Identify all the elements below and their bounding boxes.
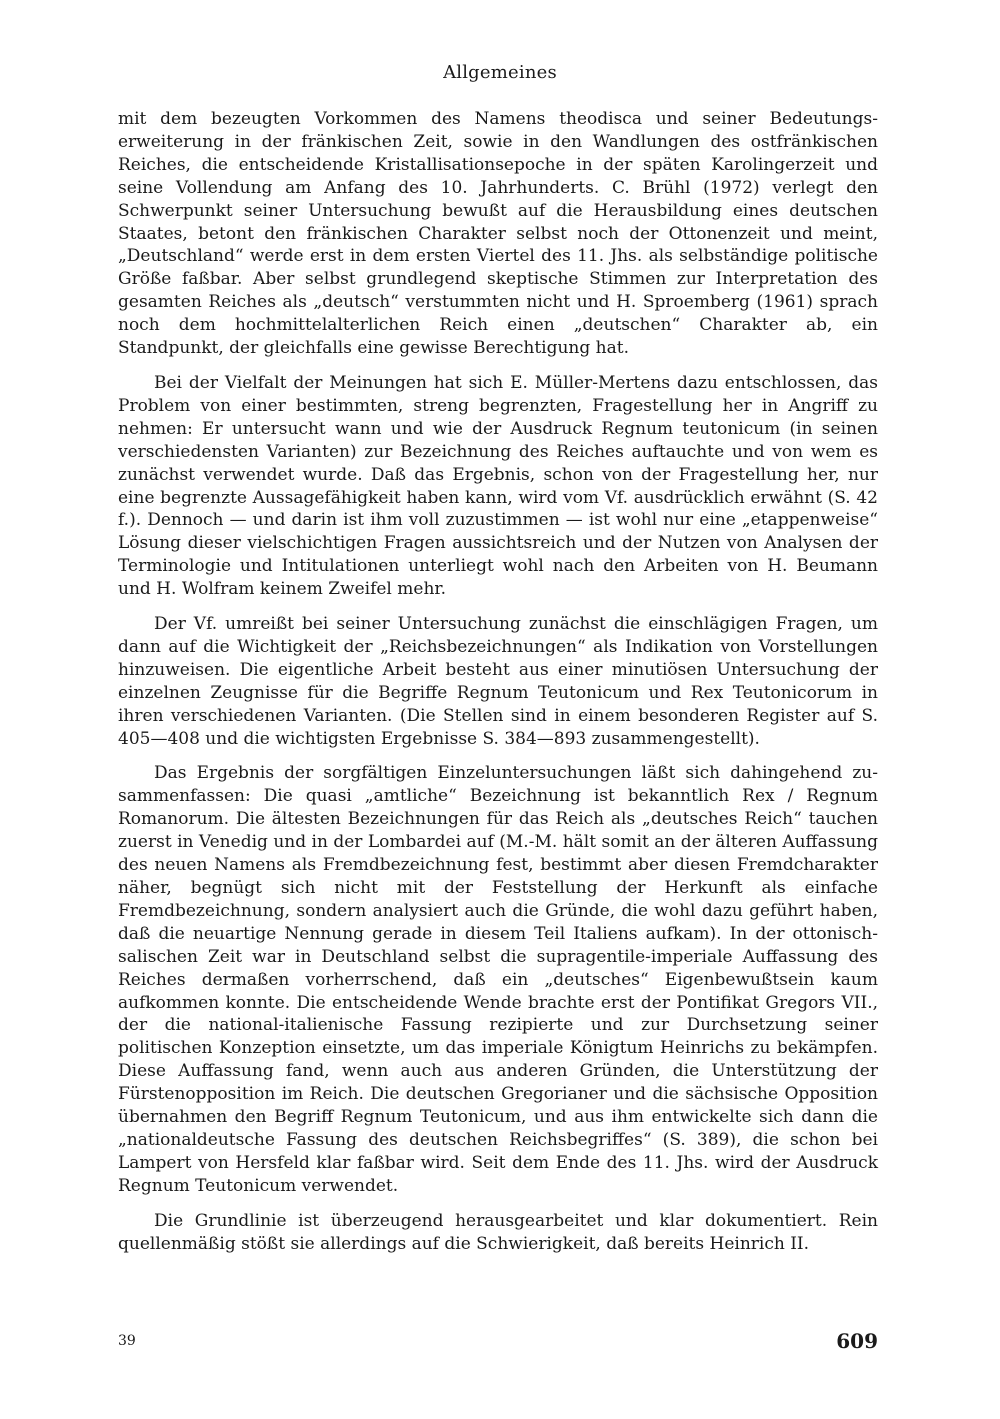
signature-mark: 39 xyxy=(118,1333,136,1349)
page-number: 609 xyxy=(836,1329,878,1353)
paragraph-3: Der Vf. umreißt bei seiner Untersuchung zunächst die einschlägigen Fragen, um dann auf die Wichtigkeit der „Reichsbezeichnungen“ als Indikation von Vorstellungen hinzuweisen. Die eigentliche Arbeit besteht aus einer minutiösen Untersuchung der einzelnen Zeugnisse für die Begriffe Regnum Teutonicum und Rex Teutonicorum in ihren verschiedenen Varianten. (Die Stellen sind in einem besonderen Register auf S. 405—408 und die wichtigsten Ergebnisse S. 384—893 zusammengestellt). xyxy=(118,614,878,749)
body-text xyxy=(118,108,878,1268)
paragraph-1: mit dem bezeugten Vorkommen des Namens theodisca und seiner Bedeutungserweiterung in der fränkischen Zeit, sowie in den Wandlungen des ostfränkischen Reiches, die entscheidende Kristallisationsepoche in der späten Karolingerzeit und seine Vollendung am Anfang des 10. Jahrhunderts. C. Brühl (1972) verlegt den Schwerpunkt seiner Untersuchung bewußt auf die Herausbildung eines deutschen Staates, betont den fränkischen Charakter selbst noch der Ottonenzeit und meint, „Deutschland“ werde erst in dem ersten Viertel des 11. Jhs. als selbständige politische Größe faßbar. Aber selbst grundlegend skeptische Stimmen zur Interpretation des gesamten Reiches als „deutsch“ verstummten nicht und H. Sproemberg (1961) sprach noch dem hochmittelalterlichen Reich einen „deutschen“ Charakter ab, ein Standpunkt, der gleichfalls eine gewisse Berechtigung hat. xyxy=(118,109,878,359)
paragraph-5: Die Grundlinie ist überzeugend herausgearbeitet und klar dokumentiert. Rein quellenmäßig stößt sie allerdings auf die Schwierigkeit, daß bereits Heinrich II. xyxy=(118,1210,878,1254)
paragraph-2: Bei der Vielfalt der Meinungen hat sich E. Müller-Mertens dazu entschlossen, das Problem von einer bestimmten, streng begrenzten, Fragestellung her in Angriff zu nehmen: Er untersucht wann und wie der Ausdruck Regnum teutonicum (in seinen verschiedensten Varianten) zur Bezeichnung des Reiches auftauchte und von wem es zunächst verwendet wurde. Daß das Ergebnis, schon von der Fragestellung her, nur eine begrenzte Aussagefähigkeit haben kann, wird vom Vf. ausdrücklich erwähnt (S. 42 f.). Dennoch — und darin ist ihm voll zuzustimmen — ist wohl nur eine „etappenweise“ Lösung dieser vielschichtigen Fragen aussichtsreich und der Nutzen von Analysen der Terminologie und Intitulationen unterliegt wohl nach den Arbeiten von H. Beumann und H. Wolfram keinem Zweifel mehr. xyxy=(118,372,878,600)
paragraph-4: Das Ergebnis der sorgfältigen Einzeluntersuchungen läßt sich dahingehend zusammenfassen: Die quasi „amtliche“ Bezeichnung ist bekanntlich Rex / Regnum Romanorum. Die ältesten Bezeichnungen für das Reich als „deutsches Reich“ tauchen zuerst in Venedig und in der Lombardei auf (M.-M. hält somit an der älteren Auffassung des neuen Namens als Fremdbezeichnung fest, bestimmt aber diesen Fremdcharakter näher, begnügt sich nicht mit der Feststellung der Herkunft als einfache Fremdbezeichnung, sondern analysiert auch die Gründe, die wohl dazu geführt haben, daß die neuartige Nennung gerade in diesem Teil Italiens aufkam). In der ottonisch-salischen Zeit war in Deutschland selbst die supragentile-imperiale Auffassung des Reiches dermaßen vorherrschend, daß ein „deutsches“ Eigenbewußtsein kaum aufkommen konnte. Die entscheidende Wende brachte erst der Pontifikat Gregors VII., der die national-italienische Fassung rezipierte und zur Durchsetzung seiner politischen Konzeption einsetzte, um das imperiale Königtum Heinrichs zu bekämpfen. Diese Auffassung fand, wenn auch aus anderen Gründen, die Unterstützung der Fürstenopposition im Reich. Die deutschen Gregorianer und die sächsische Opposition übernahmen den Begriff Regnum Teutonicum, und aus ihm entwickelte sich dann die „nationaldeutsche Fassung des deutschen Reichsbegriffes“ (S. 389), die schon bei Lampert von Hersfeld klar faßbar wird. Seit dem Ende des 11. Jhs. wird der Ausdruck Regnum Teutonicum verwendet. xyxy=(118,763,878,1196)
running-head-title: Allgemeines xyxy=(443,62,557,83)
